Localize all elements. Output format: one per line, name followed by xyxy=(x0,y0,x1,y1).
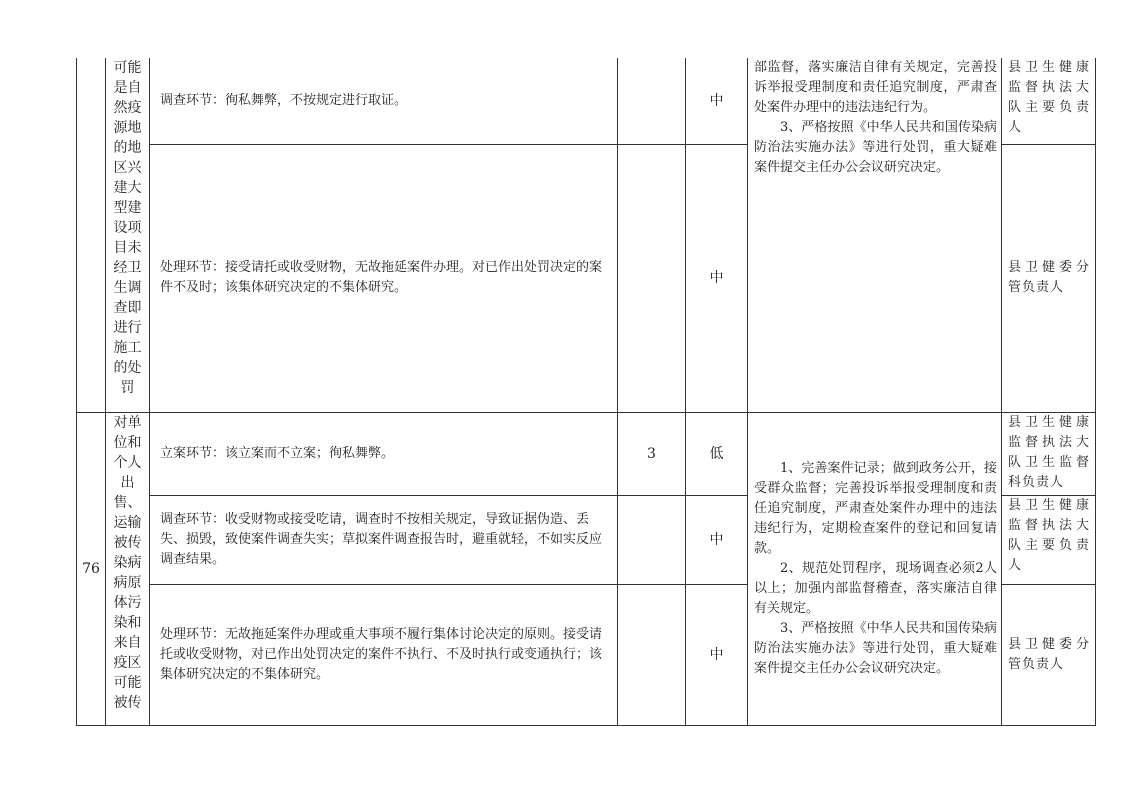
item-name-cell xyxy=(106,58,150,412)
risk-point-text: 调查环节：徇私舞弊，不按规定进行取证。 xyxy=(160,92,408,108)
risk-level: 中 xyxy=(709,270,724,286)
prevention-measures-cell xyxy=(748,412,1002,725)
score-cell xyxy=(618,144,686,412)
item-name: 可能是自然疫源地的地区兴建大型建设项目未经卫生调查即进行施工的处罚 xyxy=(113,60,142,396)
score-cell xyxy=(618,584,686,725)
row-number-cell xyxy=(77,58,106,412)
row-number: 76 xyxy=(82,560,100,577)
score-cell xyxy=(618,495,686,584)
risk-point-text: 调查环节：收受财物或接受吃请，调查时不按相关规定，导致证据伪造、丢失、损毁，致使案件调查失实；草拟案件调查报告时，避重就轻，不如实反应调查结果。 xyxy=(160,511,603,567)
risk-point-cell xyxy=(150,412,618,495)
measure-text: 部监督，落实廉洁自律有关规定，完善投诉举报受理制度和责任追究制度，严肃查处案件办理中的违法违纪行为。 xyxy=(754,60,997,115)
responsible-cell xyxy=(1002,495,1096,584)
risk-table-page xyxy=(76,58,1095,726)
responsible-person: 县卫健委分管负责人 xyxy=(1008,636,1090,672)
measure-text: 3、严格按照《中华人民共和国传染病防治法实施办法》等进行处罚，重大疑难案件提交主任办公会议研究决定。 xyxy=(754,620,997,676)
risk-level-cell xyxy=(686,144,748,412)
risk-level: 中 xyxy=(709,92,724,109)
risk-point-text: 立案环节：该立案而不立案；徇私舞弊。 xyxy=(160,445,395,461)
table-row xyxy=(77,58,1096,144)
risk-level: 中 xyxy=(709,531,724,548)
risk-level-cell xyxy=(686,584,748,725)
risk-point-cell xyxy=(150,144,618,412)
measure-text: 1、完善案件记录；做到政务公开，接受群众监督；完善投诉举报受理制度和责任追究制度，严肃查处案件办理中的违法违纪行为，定期检查案件的登记和回复请款。 xyxy=(754,460,997,556)
risk-score: 3 xyxy=(647,445,656,462)
responsible-cell xyxy=(1002,412,1096,495)
responsible-person: 县卫生健康监督执法大队卫生监督科负责人 xyxy=(1008,414,1090,490)
risk-point-cell xyxy=(150,584,618,725)
row-number-cell xyxy=(77,412,106,725)
responsible-cell xyxy=(1002,58,1096,144)
measure-text: 3、严格按照《中华人民共和国传染病防治法实施办法》等进行处罚，重大疑难案件提交主任办公会议研究决定。 xyxy=(754,120,997,175)
table-row xyxy=(77,412,1096,495)
responsible-person: 县卫生健康监督执法大队主要负责人 xyxy=(1008,497,1090,573)
risk-control-table xyxy=(76,58,1096,726)
risk-point-cell xyxy=(150,58,618,144)
measure-text: 2、规范处罚程序，现场调查必须2人以上；加强内部监督稽查，落实廉洁自律有关规定。 xyxy=(754,560,997,616)
risk-point-text: 处理环节：无故拖延案件办理或重大事项不履行集体讨论决定的原则。接受请托或收受财物，对已作出处罚决定的案件不执行、不及时执行或变通执行；该集体研究决定的不集体研究。 xyxy=(160,626,603,682)
risk-level-cell xyxy=(686,495,748,584)
responsible-person: 县卫健委分管负责人 xyxy=(1008,260,1090,295)
prevention-measures-cell xyxy=(748,58,1002,412)
risk-point-cell xyxy=(150,495,618,584)
score-cell xyxy=(618,412,686,495)
risk-level-cell xyxy=(686,412,748,495)
item-name-cell xyxy=(106,412,150,725)
risk-level: 中 xyxy=(709,646,724,663)
responsible-person: 县卫生健康监督执法大队主要负责人 xyxy=(1008,60,1090,135)
risk-point-text: 处理环节：接受请托或收受财物，无故拖延案件办理。对已作出处罚决定的案件不及时；该集体研究决定的不集体研究。 xyxy=(160,260,603,295)
risk-level: 低 xyxy=(709,445,724,462)
responsible-cell xyxy=(1002,144,1096,412)
item-name: 对单位和个人出售、运输被传染病病原体污染和来自疫区可能被传 xyxy=(113,414,142,711)
responsible-cell xyxy=(1002,584,1096,725)
risk-level-cell xyxy=(686,58,748,144)
score-cell xyxy=(618,58,686,144)
